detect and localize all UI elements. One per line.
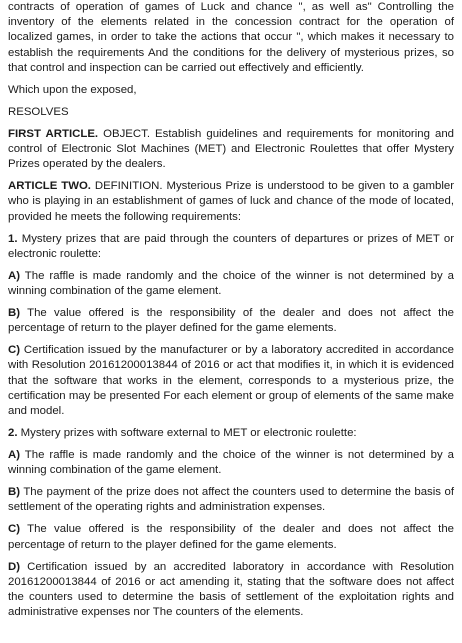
paragraph-text: The raffle is made randomly and the choice of the winner is not determined by a winning combination of the game element. xyxy=(8,269,454,298)
paragraph-text: DEFINITION. Mysterious Prize is understood to be given to a gambler who is playing in an establishment of games of luck and chance of the mode of located, provided he meets the following requirements: xyxy=(8,180,454,223)
article-label: FIRST ARTICLE. xyxy=(8,127,99,140)
item-number: 2. xyxy=(8,427,18,440)
paragraph-text: The value offered is the responsibility of the dealer and does not affect the percentage of return to the player defined for the game elements. xyxy=(8,307,454,335)
paragraph-resolves xyxy=(8,105,454,120)
paragraph-text: contracts of operation of games of Luck and chance ", as well as" Controlling the inventory of the elements related in the concession contract for the operation of localized games, in order to take the actions that occur ", which makes it necessary to establish the requirements And the conditions for the delivery of mysterious prizes, so that control and inspection can be carried out effectively and efficiently. xyxy=(8,1,454,74)
article-label: ARTICLE TWO. xyxy=(8,180,91,193)
item-letter: A) xyxy=(8,449,21,462)
lettered-item-1c xyxy=(8,343,454,419)
document-page xyxy=(8,0,454,627)
lettered-item-1b xyxy=(8,306,454,336)
item-letter: B) xyxy=(8,486,21,499)
paragraph-text: Mystery prizes with software external to MET or electronic roulette: xyxy=(17,427,357,440)
item-letter: C) xyxy=(8,523,21,536)
paragraph-text: Certification issued by the manufacturer or by a laboratory accredited in accordance with Resolution 20161200013844 of 2016 or act that modifies it, in which it is evidenced that the software that works in the element, corresponds to a mysterious prize, the certification may be presented For each element or group of elements of the same make and model. xyxy=(8,344,454,418)
paragraph-text: Which upon the exposed, xyxy=(8,83,137,96)
numbered-item-2 xyxy=(8,426,454,441)
paragraph-text: OBJECT. Establish guidelines and requirements for monitoring and control of Electronic Slot Machines (MET) and Electronic Roulettes that offer Mystery Prizes operated by the dealers. xyxy=(8,127,454,171)
paragraph-text: The payment of the prize does not affect the counters used to determine the basis of settlement of the operating rights and administration expenses. xyxy=(8,486,454,514)
paragraph-intro-continued xyxy=(8,0,454,76)
item-number: 1. xyxy=(8,232,18,245)
paragraph-whereas xyxy=(8,83,454,98)
article-two xyxy=(8,179,454,225)
item-letter: C) xyxy=(8,344,21,357)
paragraph-text: Certification issued by an accredited laboratory in accordance with Resolution 20161200013844 of 2016 or act amending it, stating that the software does not affect the counters used to determine the basis of settlement of the exploitation rights and administrative expenses nor The counters of the elements. xyxy=(8,560,454,619)
paragraph-text: The raffle is made randomly and the choice of the winner is not determined by a winning combination of the game element. xyxy=(8,449,454,477)
lettered-item-2d xyxy=(8,560,454,621)
paragraph-text: Mystery prizes that are paid through the counters of departures or prizes of MET or electronic roulette: xyxy=(8,232,454,260)
lettered-item-1a xyxy=(8,269,454,299)
lettered-item-2b xyxy=(8,485,454,515)
paragraph-text: The value offered is the responsibility of the dealer and does not affect the percentage of return to the player defined for the game elements. xyxy=(8,523,454,551)
item-letter: A) xyxy=(8,269,21,282)
lettered-item-2a xyxy=(8,448,454,478)
item-letter: B) xyxy=(8,307,21,320)
numbered-item-1 xyxy=(8,232,454,262)
item-letter: D) xyxy=(8,560,21,573)
paragraph-text: RESOLVES xyxy=(8,105,69,118)
article-first xyxy=(8,127,454,173)
lettered-item-2c xyxy=(8,522,454,552)
